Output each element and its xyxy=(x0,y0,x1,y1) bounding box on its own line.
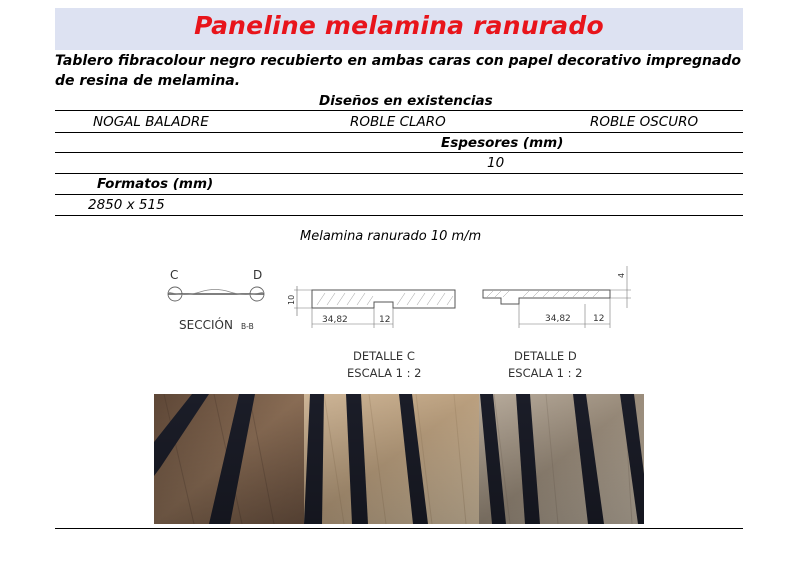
designs-header-row xyxy=(55,91,743,111)
detail-d xyxy=(483,266,631,380)
detail-d-width: 34,82 xyxy=(545,314,571,324)
technical-drawing xyxy=(155,258,635,386)
formats-value: 2850 x 515 xyxy=(88,197,165,213)
page-title: Paneline melamina ranurado xyxy=(194,11,604,40)
detail-c-height: 10 xyxy=(287,294,296,305)
section-suffix: B-B xyxy=(241,322,254,331)
detail-c-title: DETALLE C xyxy=(353,349,415,363)
bottom-rule xyxy=(55,528,743,529)
product-photo xyxy=(154,394,644,524)
title-band xyxy=(55,8,743,50)
product-description: Tablero fibracolour negro recubierto en ambas caras con papel decorativo impregnado de resina de melamina. xyxy=(55,53,742,89)
section-title: SECCIÓN xyxy=(179,318,233,332)
formats-value-row xyxy=(55,195,743,215)
design-item-roble-claro: ROBLE CLARO xyxy=(350,114,446,130)
detail-c-groove: 12 xyxy=(379,315,391,325)
formats-header: Formatos (mm) xyxy=(97,176,214,192)
formats-header-row xyxy=(55,174,743,194)
detail-c xyxy=(287,286,455,380)
thickness-value-row xyxy=(55,153,743,173)
designs-header: Diseños en existencias xyxy=(319,93,493,109)
thickness-value: 10 xyxy=(487,155,505,171)
design-item-nogal: NOGAL BALADRE xyxy=(93,114,209,130)
detail-d-title: DETALLE D xyxy=(514,349,577,363)
section-label-c: C xyxy=(170,268,179,282)
table-rule xyxy=(55,215,743,216)
thickness-header: Espesores (mm) xyxy=(441,135,564,151)
drawing-caption: Melamina ranurado 10 m/m xyxy=(300,229,482,244)
detail-d-height: 4 xyxy=(617,272,626,278)
slatted-panel-image xyxy=(154,394,644,524)
detail-c-width: 34,82 xyxy=(322,315,348,325)
section-view xyxy=(168,268,264,332)
table-rule xyxy=(55,110,743,111)
thickness-header-row xyxy=(55,133,743,153)
detail-d-scale: ESCALA 1 : 2 xyxy=(508,366,583,380)
design-item-roble-oscuro: ROBLE OSCURO xyxy=(590,114,699,130)
detail-c-scale: ESCALA 1 : 2 xyxy=(347,366,422,380)
section-label-d: D xyxy=(253,268,263,282)
detail-d-groove: 12 xyxy=(593,314,605,324)
designs-row xyxy=(55,112,743,132)
